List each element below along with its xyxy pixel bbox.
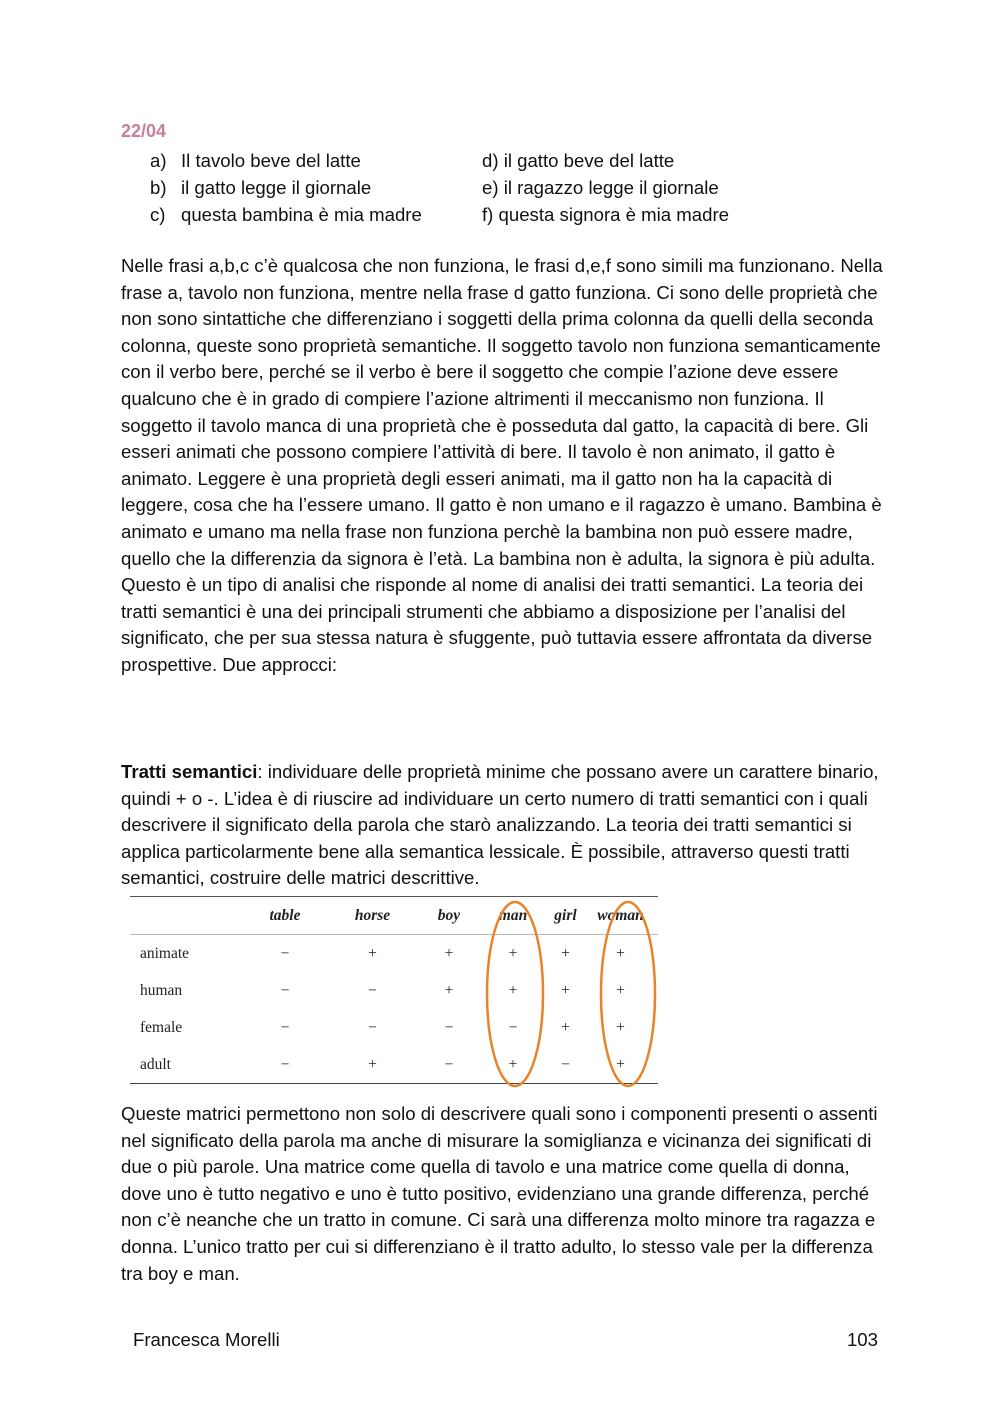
matrix-cell: + xyxy=(325,1046,420,1084)
matrix-corner xyxy=(130,897,245,935)
matrix-cell: − xyxy=(280,981,290,999)
matrix-cell: − xyxy=(280,944,290,962)
matrix-cell: − xyxy=(245,1046,325,1084)
matrix-col-header: man xyxy=(478,897,548,935)
matrix-col-header: girl xyxy=(548,897,583,935)
matrix-cell: + xyxy=(616,944,625,962)
analysis-paragraph xyxy=(121,253,891,679)
matrix-row-label: human xyxy=(140,981,183,999)
matrix-cell: − xyxy=(420,1046,478,1084)
matrix-row xyxy=(130,972,658,1009)
example-left: Il tavolo beve del latte xyxy=(181,150,361,171)
matrix-cell: + xyxy=(616,1018,625,1036)
matrix-col-header: horse xyxy=(325,897,420,935)
feature-matrix xyxy=(130,896,660,1090)
matrix-cell: − xyxy=(444,1018,454,1036)
paragraph-text: Nelle frasi a,b,c c’è qualcosa che non funziona, le frasi d,e,f sono simili ma funzionano. Nella frase a, tavolo non funziona, mentre nella frase d gatto funziona. Ci sono delle proprietà che non sono sintattiche che differenziano i soggetti della prima colonna da quelli della seconda colonna, queste sono proprietà semantiche. Il soggetto tavolo non funziona semanticamente con il verbo bere, perché se il verbo è bere il soggetto che compie l’azione deve essere qualcuno che è in grado di compiere l’azione altrimenti il meccanismo non funziona. Il soggetto il tavolo manca di una proprietà che è posseduta dal gatto, la capacità di bere. Gli esseri animati che possono compiere l’attività di bere. Il tavolo è non animato, il gatto è animato. Leggere è una proprietà degli esseri animati, ma il gatto non ha la capacità di leggere, cosa che ha l’essere umano. Il gatto è non umano e il ragazzo è umano. Bambina è animato e umano ma nella frase non funziona perchè la bambina non può essere madre, quello che la differenzia da signora è l’età. La bambina non è adulta, la signora è più adulta. xyxy=(121,255,883,569)
example-right: e) il ragazzo legge il giornale xyxy=(482,177,719,198)
matrix-row xyxy=(130,1009,658,1046)
matrix-col-header: woman xyxy=(583,897,658,935)
semantic-features-paragraph xyxy=(121,759,891,892)
matrix-row-label: adult xyxy=(130,1046,245,1084)
matrix-col-header: table xyxy=(245,897,325,935)
matrix-cell: + xyxy=(508,981,518,999)
matrix-cell: − xyxy=(368,1018,377,1036)
feature-matrix-table xyxy=(130,896,658,1084)
matrix-cell: + xyxy=(583,1046,658,1084)
example-marker: c) xyxy=(150,204,166,225)
date-heading: 22/04 xyxy=(121,121,167,141)
matrix-col-header: boy xyxy=(420,897,478,935)
matrix-cell: − xyxy=(508,1018,518,1036)
matrix-row xyxy=(130,1046,658,1084)
example-marker: a) xyxy=(150,150,167,171)
matrix-cell: + xyxy=(561,1018,570,1036)
matrix-header-row xyxy=(130,897,658,935)
example-marker: b) xyxy=(150,177,167,198)
paragraph-text: Queste matrici permettono non solo di descrivere quali sono i componenti presenti o assenti nel significato della parola ma anche di misurare la somiglianza e vicinanza dei significati di due o più parole. Una matrice come quella di tavolo e una matrice come quella di donna, dove uno è tutto negativo e uno è tutto positivo, evidenziano una grande differenza, perché non c’è neanche che un tratto in comune. Ci sarà una differenza molto minore tra ragazza e donna. L’unico tratto per cui si differenziano è il tratto adulto, lo stesso vale per la differenza tra boy e man. xyxy=(121,1103,878,1284)
matrix-cell: + xyxy=(368,944,377,962)
matrix-cell: − xyxy=(280,1018,290,1036)
paragraph-text: Questo è un tipo di analisi che risponde al nome di analisi dei tratti semantici. La teoria dei tratti semantici è una dei principali strumenti che abbiamo a disposizione per l’analisi del significato, che per sua stessa natura è sfuggente, può tuttavia essere affrontata da diverse prospettive. Due approcci: xyxy=(121,574,873,675)
term-heading: Tratti semantici xyxy=(121,761,258,782)
matrix-cell: + xyxy=(616,981,625,999)
matrix-cell: + xyxy=(561,944,570,962)
matrix-cell: − xyxy=(368,981,377,999)
term-definition: : individuare delle proprietà minime che possano avere un carattere binario, quindi + o -. L’idea è di riuscire ad individuare un certo numero di tratti semantici con i quali descrivere il significato della parola che starò analizzando. La teoria dei tratti semantici si applica particolarmente bene alla semantica lessicale. È possibile, attraverso questi tratti semantici, costruire delle matrici descrittive. xyxy=(121,761,879,889)
page-number: 103 xyxy=(846,1329,878,1350)
matrix-row-label: animate xyxy=(140,944,190,962)
matrix-cell: + xyxy=(444,981,454,999)
matrix-cell: + xyxy=(444,944,454,962)
example-right: d) il gatto beve del latte xyxy=(482,150,675,171)
matrix-cell: − xyxy=(548,1046,583,1084)
example-left: il gatto legge il giornale xyxy=(181,177,372,198)
example-right: f) questa signora è mia madre xyxy=(482,204,730,225)
matrix-explanation-paragraph xyxy=(121,1101,891,1287)
matrix-cell: + xyxy=(478,1046,548,1084)
example-left: questa bambina è mia madre xyxy=(181,204,422,225)
matrix-row xyxy=(130,935,658,973)
paragraph-text xyxy=(121,759,891,892)
matrix-cell: + xyxy=(561,981,570,999)
matrix-row-label: female xyxy=(140,1018,183,1036)
footer-author: Francesca Morelli xyxy=(133,1329,280,1350)
matrix-cell: + xyxy=(508,944,518,962)
